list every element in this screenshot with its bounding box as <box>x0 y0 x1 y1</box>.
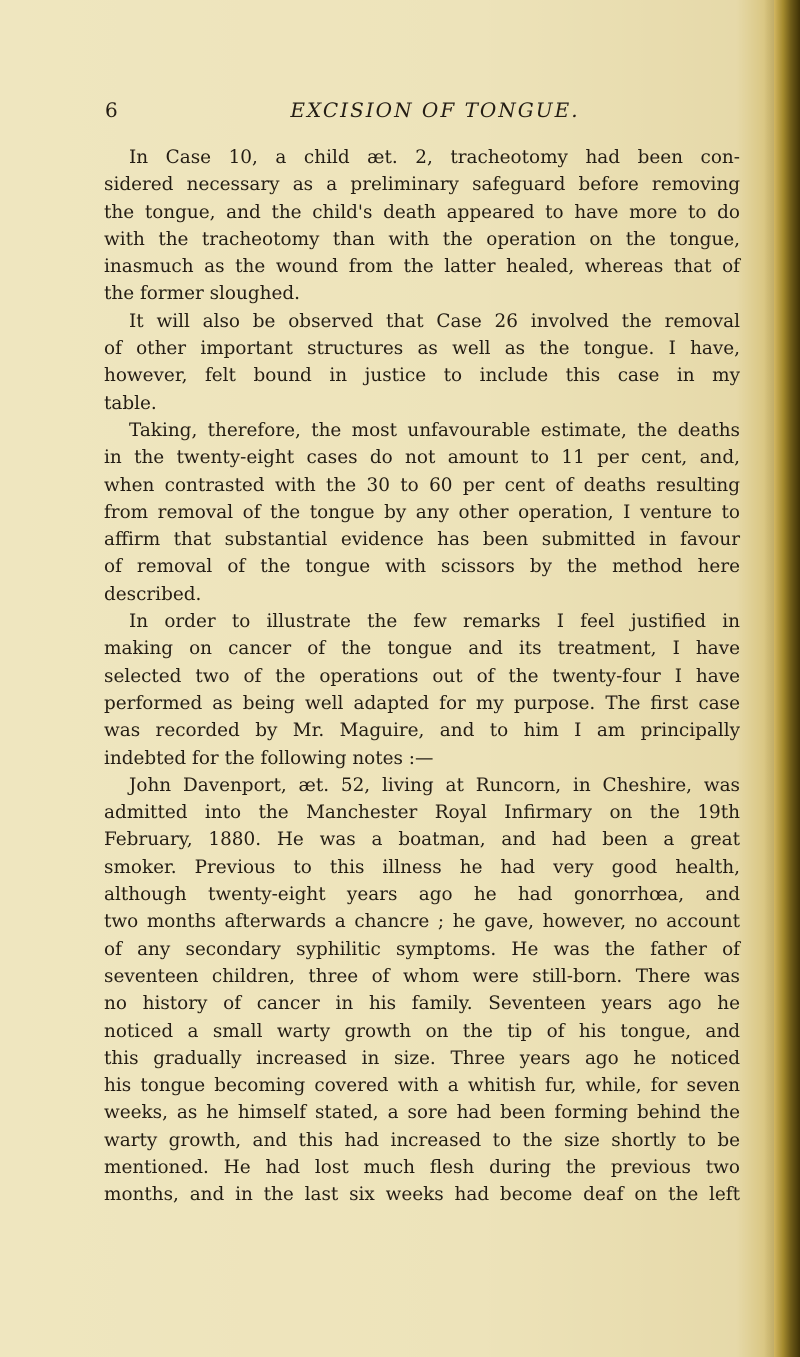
text-line: affirm that substantial evidence has been submitted in favour <box>104 529 740 551</box>
text-line: no history of cancer in his family. Seventeen years ago he <box>104 993 740 1015</box>
text-line: It will also be observed that Case 26 involved the removal <box>129 310 740 332</box>
text-line: seventeen children, three of whom were still-born. There was <box>104 965 740 987</box>
page-header <box>105 98 765 130</box>
text-line: of any secondary syphilitic symptoms. He was the father of <box>104 938 740 960</box>
text-line: inasmuch as the wound from the latter healed, whereas that of <box>104 256 740 278</box>
text-line: with the tracheotomy than with the operation on the tongue, <box>104 228 740 250</box>
text-line: months, and in the last six weeks had become deaf on the left <box>104 1184 740 1206</box>
text-line: although twenty-eight years ago he had gonorrhœa, and <box>104 884 740 906</box>
text-line: in the twenty-eight cases do not amount to 11 per cent, and, <box>104 447 740 469</box>
text-line: In Case 10, a child æt. 2, tracheotomy had been con- <box>129 147 740 168</box>
text-line: In order to illustrate the few remarks I feel justified in <box>129 611 740 633</box>
text-line: selected two of the operations out of the twenty-four I have <box>104 665 740 687</box>
text-line: Taking, therefore, the most unfavourable estimate, the deaths <box>129 419 740 441</box>
text-line: smoker. Previous to this illness he had very good health, <box>104 856 740 878</box>
text-line: however, felt bound in justice to include this case in my <box>104 365 740 387</box>
text-line: February, 1880. He was a boatman, and had been a great <box>104 829 740 851</box>
text-line: admitted into the Manchester Royal Infirmary on the 19th <box>104 802 740 824</box>
text-line: John Davenport, æt. 52, living at Runcorn, in Cheshire, was <box>129 774 740 796</box>
text-line: sidered necessary as a preliminary safeguard before removing <box>104 174 740 196</box>
text-line: weeks, as he himself stated, a sore had been forming behind the <box>104 1102 740 1124</box>
text-line: from removal of the tongue by any other operation, I venture to <box>104 501 740 523</box>
text-line: table. <box>104 392 157 414</box>
page-number: 6 <box>105 98 119 122</box>
text-line: mentioned. He had lost much flesh during the previous two <box>104 1156 740 1178</box>
text-line: the tongue, and the child's death appeared to have more to do <box>104 201 740 223</box>
text-line: making on cancer of the tongue and its treatment, I have <box>104 638 740 660</box>
text-line: this gradually increased in size. Three years ago he noticed <box>104 1047 740 1069</box>
text-line: performed as being well adapted for my purpose. The first case <box>104 692 740 714</box>
text-line: indebted for the following notes :— <box>104 747 434 769</box>
text-line: when contrasted with the 30 to 60 per cent of deaths resulting <box>104 474 740 496</box>
body-text <box>104 144 740 1209</box>
text-line: two months afterwards a chancre ; he gave, however, no account <box>104 911 740 933</box>
text-line: of other important structures as well as the tongue. I have, <box>104 338 740 360</box>
text-line: of removal of the tongue with scissors by the method here <box>104 556 740 578</box>
text-line: noticed a small warty growth on the tip of his tongue, and <box>104 1020 740 1042</box>
text-line: his tongue becoming covered with a whitish fur, while, for seven <box>104 1075 740 1097</box>
text-line: described. <box>104 583 202 605</box>
running-title: EXCISION OF TONGUE. <box>290 98 580 122</box>
text-line: warty growth, and this had increased to the size shortly to be <box>104 1129 740 1151</box>
text-line: the former sloughed. <box>104 283 300 305</box>
text-line: was recorded by Mr. Maguire, and to him I am principally <box>104 720 740 742</box>
page-edge <box>774 0 800 1357</box>
